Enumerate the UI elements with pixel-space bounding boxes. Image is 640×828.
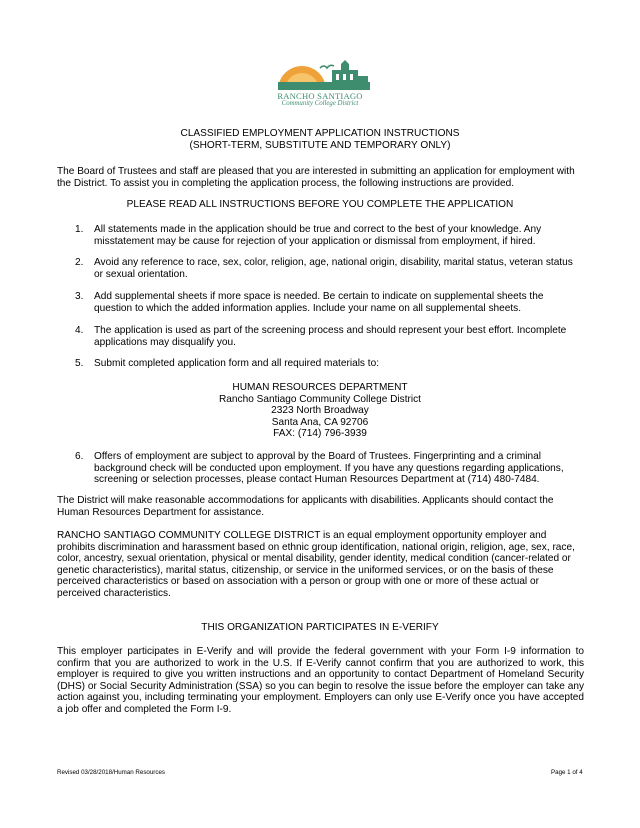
- footer-revision: Revised 03/28/2018/Human Resources: [57, 769, 166, 776]
- item-6-number: 6.: [75, 451, 84, 462]
- address-line-1: HUMAN RESOURCES DEPARTMENT: [232, 382, 408, 393]
- logo-name-line2: Community College District: [281, 100, 359, 107]
- item-4-text: The application is used as part of the screening process and should represent your best effort. Incomplete applications may disqualify you.: [94, 325, 567, 348]
- address-line-2: Rancho Santiago Community College District: [219, 394, 421, 405]
- title-line2: (SHORT-TERM, SUBSTITUTE AND TEMPORARY ONLY): [189, 140, 451, 151]
- address-line-3: 2323 North Broadway: [271, 405, 369, 416]
- item-3-number: 3.: [75, 291, 84, 302]
- item-2-text: Avoid any reference to race, sex, color, religion, age, national origin, disability, marital status, veteran status or sexual orientation.: [94, 257, 573, 280]
- everify-paragraph: This employer participates in E-Verify and will provide the federal government with your Form I-9 information to confirm that you are authorized to work in the U.S. If E-Verify cannot confirm that you are authorized to work, this employer is required to give you written instructions and an opportunity to contact Department of Homeland Security (DHS) or Social Security Administration (SSA) so you can begin to resolve the issue before the employer can take any action against you, including terminating your employment. Employers can only use E-Verify once you have accepted a job offer and completed the Form I-9.: [57, 646, 584, 715]
- item-5-number: 5.: [75, 358, 84, 369]
- intro-paragraph: The Board of Trustees and staff are pleased that you are interested in submitting an application for employment with the District. To assist you in completing the application process, the following instructions are provided.: [57, 166, 575, 189]
- address-fax: FAX: (714) 796-3939: [273, 428, 367, 439]
- item-2-number: 2.: [75, 257, 84, 268]
- address-line-4: Santa Ana, CA 92706: [271, 417, 369, 428]
- item-6-text: Offers of employment are subject to approval by the Board of Trustees. Fingerprinting and a criminal background check will be conducted upon employment. If you have any questions regarding applications, screening or selection processes, please contact Human Resources Department at (714) 480-7484.: [94, 451, 564, 486]
- everify-heading: THIS ORGANIZATION PARTICIPATES IN E-VERIFY: [201, 622, 439, 633]
- footer-page-number: Page 1 of 4: [551, 769, 583, 776]
- accommodations-paragraph: The District will make reasonable accommodations for applicants with disabilities. Applicants should contact the Human Resources Department for assistance.: [57, 495, 554, 518]
- logo-name-line1: RANCHO SANTIAGO: [277, 91, 363, 101]
- item-3-text: Add supplemental sheets if more space is needed. Be certain to indicate on supplemental sheets the question to which the added information applies. Include your name on all supplemental sheets.: [94, 291, 544, 314]
- item-1-number: 1.: [75, 224, 84, 235]
- item-4-number: 4.: [75, 325, 84, 336]
- please-read-heading: PLEASE READ ALL INSTRUCTIONS BEFORE YOU COMPLETE THE APPLICATION: [126, 199, 514, 210]
- title-line1: CLASSIFIED EMPLOYMENT APPLICATION INSTRUCTIONS: [180, 128, 460, 139]
- item-1-text: All statements made in the application should be true and correct to the best of your knowledge. Any misstatement may be cause for rejection of your application or dismissal from employment, if hired.: [94, 224, 542, 247]
- item-5-text: Submit completed application form and all required materials to:: [94, 358, 380, 369]
- eeo-statement: RANCHO SANTIAGO COMMUNITY COLLEGE DISTRICT is an equal employment opportunity employer and prohibits discrimination and harassment based on ethnic group identification, national origin, religion, age, sex, race, color, ancestry, sexual orientation, physical or mental disability, gender identity, medical condition (cancer-related or genetic characteristics), marital status, citizenship, or service in the uniformed services, or on the basis of these perceived characteristics or based on association with a person or group with one or more of these actual or perceived characteristics.: [57, 530, 575, 599]
